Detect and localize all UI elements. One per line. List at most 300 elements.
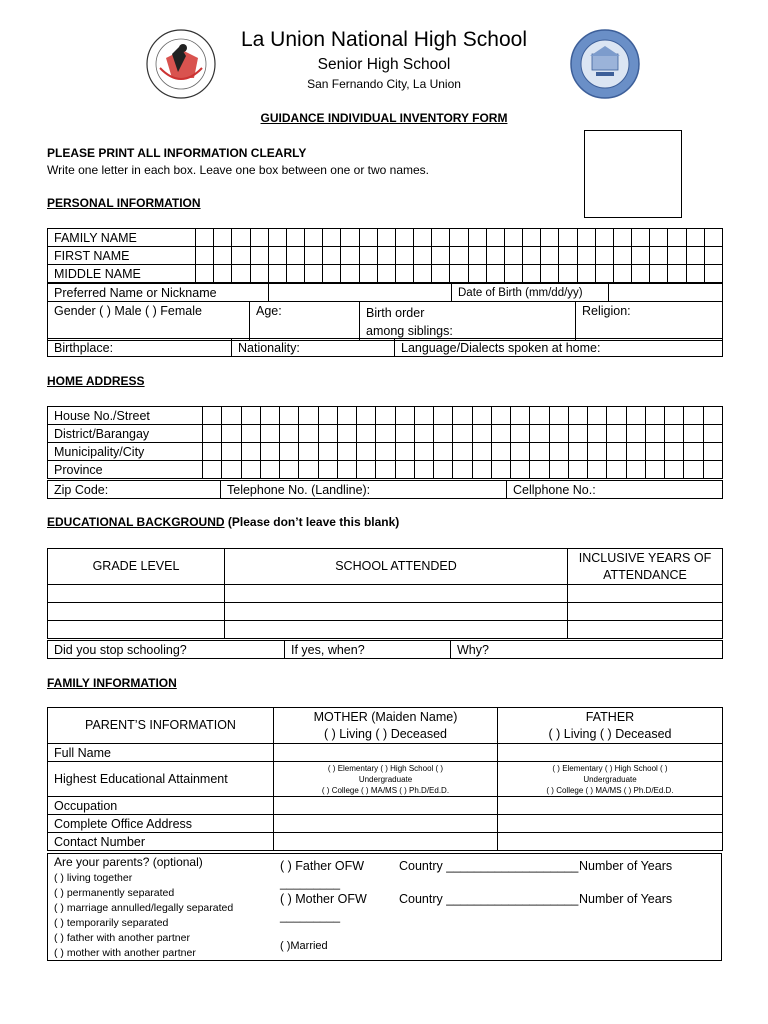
- letter-box[interactable]: [541, 229, 559, 247]
- education-attainment-label: Highest Educational Attainment: [48, 762, 274, 797]
- school-cell[interactable]: [225, 603, 568, 621]
- letter-box[interactable]: [359, 265, 377, 283]
- letter-box[interactable]: [318, 425, 337, 443]
- education-table: [47, 548, 723, 639]
- letter-box[interactable]: [432, 247, 450, 265]
- letter-box[interactable]: [341, 247, 359, 265]
- department: Senior High School: [317, 56, 451, 73]
- letter-box[interactable]: [686, 247, 704, 265]
- letter-box[interactable]: [337, 443, 356, 461]
- letter-box[interactable]: [541, 265, 559, 283]
- status-option[interactable]: ( ) father with another partner: [54, 932, 190, 944]
- letter-box[interactable]: [523, 247, 541, 265]
- middle-name-label: MIDDLE NAME: [48, 265, 196, 283]
- letter-box[interactable]: [395, 443, 414, 461]
- father-label: FATHER: [585, 709, 635, 724]
- letter-box[interactable]: [665, 461, 684, 479]
- birthplace-row: [47, 338, 723, 357]
- letter-box[interactable]: [530, 443, 549, 461]
- age-field[interactable]: Age:: [250, 302, 360, 341]
- letter-box[interactable]: [523, 265, 541, 283]
- letter-box[interactable]: [491, 425, 510, 443]
- dob-field[interactable]: [609, 284, 723, 302]
- cellphone-field[interactable]: Cellphone No.:: [507, 481, 723, 499]
- status-option[interactable]: ( ) mother with another partner: [54, 947, 196, 959]
- letter-box[interactable]: [703, 425, 722, 443]
- married-option[interactable]: ( )Married: [280, 940, 328, 952]
- letter-box[interactable]: [232, 265, 250, 283]
- photo-box[interactable]: [584, 130, 682, 218]
- letter-box[interactable]: [241, 425, 260, 443]
- letter-box[interactable]: [665, 425, 684, 443]
- letter-box[interactable]: [453, 461, 472, 479]
- letter-box[interactable]: [395, 229, 413, 247]
- letter-box[interactable]: [357, 407, 376, 425]
- address-section-title: HOME ADDRESS: [47, 374, 145, 388]
- letter-box[interactable]: [491, 407, 510, 425]
- letter-box[interactable]: [607, 407, 626, 425]
- grade-level-header: GRADE LEVEL: [48, 549, 225, 585]
- letter-box[interactable]: [613, 229, 631, 247]
- education-section-heading: [47, 515, 399, 529]
- letter-box[interactable]: [196, 229, 214, 247]
- letter-box[interactable]: [650, 229, 668, 247]
- mother-ofw-option[interactable]: ( ) Mother OFW: [280, 892, 367, 906]
- dob-label: Date of Birth (mm/dd/yy): [452, 284, 609, 302]
- letter-box[interactable]: [450, 247, 468, 265]
- stop-schooling-row: [47, 640, 723, 659]
- letter-box[interactable]: [511, 461, 530, 479]
- letter-box[interactable]: [559, 229, 577, 247]
- letter-box[interactable]: [668, 247, 686, 265]
- letter-box[interactable]: [472, 407, 491, 425]
- education-section-title: EDUCATIONAL BACKGROUND: [47, 515, 225, 529]
- parents-info-header: PARENT’S INFORMATION: [48, 708, 274, 744]
- family-name-label: FAMILY NAME: [48, 229, 196, 247]
- letter-box[interactable]: [280, 443, 299, 461]
- letter-box[interactable]: [486, 247, 504, 265]
- mother-occupation[interactable]: [274, 797, 498, 815]
- birth-order-line1: Birth order: [366, 306, 425, 320]
- letter-box[interactable]: [595, 247, 613, 265]
- letter-box[interactable]: [511, 425, 530, 443]
- letter-box[interactable]: [323, 247, 341, 265]
- letter-box[interactable]: [588, 443, 607, 461]
- letter-box[interactable]: [684, 425, 703, 443]
- school-attended-header: SCHOOL ATTENDED: [225, 549, 568, 585]
- letter-box[interactable]: [222, 425, 241, 443]
- mother-education-options[interactable]: [274, 762, 498, 797]
- letter-box[interactable]: [645, 461, 664, 479]
- letter-box[interactable]: [541, 247, 559, 265]
- father-office-address[interactable]: [498, 815, 723, 833]
- letter-box[interactable]: [468, 265, 486, 283]
- letter-box[interactable]: [665, 407, 684, 425]
- letter-box[interactable]: [359, 247, 377, 265]
- letter-box[interactable]: [214, 229, 232, 247]
- letter-box[interactable]: [577, 265, 595, 283]
- grade-cell[interactable]: [48, 621, 225, 639]
- street-label: House No./Street: [48, 407, 203, 425]
- letter-box[interactable]: [704, 229, 722, 247]
- letter-box[interactable]: [607, 443, 626, 461]
- letter-box[interactable]: [549, 443, 568, 461]
- letter-box[interactable]: [668, 229, 686, 247]
- letter-box[interactable]: [704, 265, 722, 283]
- mother-office-address[interactable]: [274, 815, 498, 833]
- contact-number-label: Contact Number: [48, 833, 274, 851]
- letter-box[interactable]: [703, 407, 722, 425]
- letter-box[interactable]: [359, 229, 377, 247]
- letter-box[interactable]: [305, 247, 323, 265]
- office-address-label: Complete Office Address: [48, 815, 274, 833]
- letter-box[interactable]: [613, 247, 631, 265]
- letter-box[interactable]: [414, 407, 433, 425]
- letter-box[interactable]: [450, 265, 468, 283]
- barangay-label: District/Barangay: [48, 425, 203, 443]
- letter-box[interactable]: [704, 247, 722, 265]
- letter-box[interactable]: [414, 247, 432, 265]
- letter-box[interactable]: [668, 265, 686, 283]
- letter-box[interactable]: [341, 229, 359, 247]
- occupation-label: Occupation: [48, 797, 274, 815]
- letter-box[interactable]: [232, 247, 250, 265]
- letter-box[interactable]: [568, 461, 587, 479]
- mother-years-line[interactable]: _________: [280, 909, 341, 923]
- letter-box[interactable]: [491, 443, 510, 461]
- letter-box[interactable]: [486, 265, 504, 283]
- letter-box[interactable]: [414, 425, 433, 443]
- family-table: [47, 707, 723, 851]
- letter-box[interactable]: [318, 461, 337, 479]
- letter-box[interactable]: [549, 461, 568, 479]
- status-option[interactable]: ( ) marriage annulled/legally separated: [54, 902, 234, 914]
- birthplace-field[interactable]: Birthplace:: [48, 339, 232, 357]
- telephone-field[interactable]: Telephone No. (Landline):: [221, 481, 507, 499]
- letter-box[interactable]: [203, 407, 222, 425]
- letter-box[interactable]: [684, 443, 703, 461]
- status-option[interactable]: ( ) permanently separated: [54, 887, 175, 899]
- letter-box[interactable]: [318, 407, 337, 425]
- gender-field[interactable]: Gender ( ) Male ( ) Female: [48, 302, 250, 341]
- nickname-field[interactable]: [269, 284, 452, 302]
- letter-box[interactable]: [203, 443, 222, 461]
- father-ofw-option[interactable]: ( ) Father OFW: [280, 859, 365, 873]
- letter-box[interactable]: [268, 247, 286, 265]
- letter-box[interactable]: [595, 265, 613, 283]
- when-field[interactable]: If yes, when?: [285, 641, 451, 659]
- family-section-title: FAMILY INFORMATION: [47, 676, 177, 690]
- letter-box[interactable]: [395, 265, 413, 283]
- letter-box[interactable]: [376, 443, 395, 461]
- zip-row: [47, 480, 723, 499]
- letter-box[interactable]: [250, 247, 268, 265]
- letter-box[interactable]: [414, 265, 432, 283]
- letter-box[interactable]: [395, 425, 414, 443]
- letter-box[interactable]: [286, 247, 304, 265]
- letter-box[interactable]: [568, 407, 587, 425]
- letter-box[interactable]: [241, 443, 260, 461]
- letter-box[interactable]: [268, 229, 286, 247]
- letter-box[interactable]: [299, 407, 318, 425]
- letter-box[interactable]: [504, 229, 522, 247]
- education-note: (Please don’t leave this blank): [227, 515, 400, 529]
- letter-box[interactable]: [357, 425, 376, 443]
- letter-box[interactable]: [645, 407, 664, 425]
- letter-box[interactable]: [559, 265, 577, 283]
- edu-line-2: Undergraduate: [583, 774, 637, 784]
- mother-years-label: Number of Years: [579, 892, 673, 906]
- letter-box[interactable]: [414, 443, 433, 461]
- letter-box[interactable]: [588, 407, 607, 425]
- letter-box[interactable]: [260, 443, 279, 461]
- letter-box[interactable]: [549, 425, 568, 443]
- letter-box[interactable]: [357, 443, 376, 461]
- letter-box[interactable]: [222, 443, 241, 461]
- letter-box[interactable]: [568, 425, 587, 443]
- letter-box[interactable]: [260, 461, 279, 479]
- letter-box[interactable]: [504, 247, 522, 265]
- letter-box[interactable]: [645, 443, 664, 461]
- letter-box[interactable]: [376, 461, 395, 479]
- letter-box[interactable]: [260, 407, 279, 425]
- letter-box[interactable]: [686, 265, 704, 283]
- letter-box[interactable]: [486, 229, 504, 247]
- letter-box[interactable]: [395, 461, 414, 479]
- letter-box[interactable]: [357, 461, 376, 479]
- letter-box[interactable]: [222, 461, 241, 479]
- letter-box[interactable]: [337, 425, 356, 443]
- letter-box[interactable]: [280, 407, 299, 425]
- nickname-label: Preferred Name or Nickname: [48, 284, 269, 302]
- letter-box[interactable]: [684, 407, 703, 425]
- years-cell[interactable]: [568, 621, 723, 639]
- letter-box[interactable]: [432, 265, 450, 283]
- zip-field[interactable]: Zip Code:: [48, 481, 221, 499]
- edu-line-1: ( ) Elementary ( ) High School ( ): [552, 763, 668, 773]
- school-cell[interactable]: [225, 585, 568, 603]
- mother-country-field[interactable]: Country ___________________: [399, 892, 579, 906]
- mother-header: [274, 708, 498, 744]
- letter-box[interactable]: [434, 407, 453, 425]
- status-option[interactable]: ( ) temporarily separated: [54, 917, 169, 929]
- father-education-options[interactable]: [498, 762, 723, 797]
- letter-box[interactable]: [632, 247, 650, 265]
- letter-box[interactable]: [196, 265, 214, 283]
- letter-box[interactable]: [241, 461, 260, 479]
- letter-box[interactable]: [214, 247, 232, 265]
- letter-box[interactable]: [530, 407, 549, 425]
- letter-box[interactable]: [613, 265, 631, 283]
- letter-box[interactable]: [250, 229, 268, 247]
- nickname-row: [47, 283, 723, 302]
- letter-box[interactable]: [203, 425, 222, 443]
- letter-box[interactable]: [450, 229, 468, 247]
- father-occupation[interactable]: [498, 797, 723, 815]
- father-years-line[interactable]: _________: [280, 876, 341, 890]
- letter-box[interactable]: [341, 265, 359, 283]
- letter-box[interactable]: [299, 425, 318, 443]
- letter-box[interactable]: [432, 229, 450, 247]
- letter-box[interactable]: [305, 229, 323, 247]
- letter-box[interactable]: [626, 407, 645, 425]
- mother-status[interactable]: ( ) Living ( ) Deceased: [324, 726, 447, 741]
- why-field[interactable]: Why?: [451, 641, 723, 659]
- letter-box[interactable]: [395, 247, 413, 265]
- letter-box[interactable]: [530, 461, 549, 479]
- letter-box[interactable]: [453, 425, 472, 443]
- letter-box[interactable]: [607, 461, 626, 479]
- father-years-label: Number of Years: [579, 859, 673, 873]
- instructions-heading: PLEASE PRINT ALL INFORMATION CLEARLY: [47, 146, 307, 160]
- mother-label: MOTHER (Maiden Name): [313, 709, 458, 724]
- letter-box[interactable]: [453, 407, 472, 425]
- years-cell[interactable]: [568, 603, 723, 621]
- letter-box[interactable]: [280, 425, 299, 443]
- letter-box[interactable]: [299, 443, 318, 461]
- letter-box[interactable]: [645, 425, 664, 443]
- letter-box[interactable]: [377, 247, 395, 265]
- letter-box[interactable]: [203, 461, 222, 479]
- form-title: GUIDANCE INDIVIDUAL INVENTORY FORM: [260, 111, 508, 125]
- school-location: San Fernando City, La Union: [307, 77, 461, 91]
- letter-box[interactable]: [530, 425, 549, 443]
- letter-box[interactable]: [472, 425, 491, 443]
- province-label: Province: [48, 461, 203, 479]
- letter-box[interactable]: [504, 265, 522, 283]
- letter-box[interactable]: [214, 265, 232, 283]
- letter-box[interactable]: [434, 425, 453, 443]
- letter-box[interactable]: [626, 443, 645, 461]
- letter-box[interactable]: [549, 407, 568, 425]
- birth-order-field[interactable]: [360, 302, 576, 341]
- letter-box[interactable]: [196, 247, 214, 265]
- letter-box[interactable]: [511, 407, 530, 425]
- letter-box[interactable]: [414, 229, 432, 247]
- letter-box[interactable]: [376, 407, 395, 425]
- parents-status-question: Are your parents? (optional): [54, 855, 203, 869]
- letter-box[interactable]: [468, 229, 486, 247]
- letter-box[interactable]: [260, 425, 279, 443]
- school-cell[interactable]: [225, 621, 568, 639]
- parents-status-options: [54, 871, 233, 961]
- birth-order-line2: among siblings:: [366, 324, 453, 338]
- letter-box[interactable]: [632, 265, 650, 283]
- edu-line-1: ( ) Elementary ( ) High School ( ): [327, 763, 444, 773]
- letter-box[interactable]: [686, 229, 704, 247]
- letter-box[interactable]: [703, 461, 722, 479]
- gender-row: [47, 301, 723, 341]
- letter-box[interactable]: [434, 461, 453, 479]
- father-contact-number[interactable]: [498, 833, 723, 851]
- letter-box[interactable]: [280, 461, 299, 479]
- letter-box[interactable]: [703, 443, 722, 461]
- years-cell[interactable]: [568, 585, 723, 603]
- language-field[interactable]: Language/Dialects spoken at home:: [395, 339, 723, 357]
- nationality-field[interactable]: Nationality:: [232, 339, 395, 357]
- letter-box[interactable]: [232, 229, 250, 247]
- status-option[interactable]: ( ) living together: [54, 872, 133, 884]
- letter-box[interactable]: [595, 229, 613, 247]
- edu-line-3: ( ) College ( ) MA/MS ( ) Ph.D/Ed.D.: [321, 785, 450, 795]
- letter-box[interactable]: [305, 265, 323, 283]
- letter-box[interactable]: [665, 443, 684, 461]
- letter-box[interactable]: [491, 461, 510, 479]
- letter-box[interactable]: [377, 229, 395, 247]
- letter-box[interactable]: [632, 229, 650, 247]
- letter-box[interactable]: [523, 229, 541, 247]
- letter-box[interactable]: [414, 461, 433, 479]
- parents-status-box: [47, 853, 722, 961]
- letter-box[interactable]: [568, 443, 587, 461]
- letter-box[interactable]: [472, 461, 491, 479]
- letter-box[interactable]: [286, 265, 304, 283]
- letter-box[interactable]: [318, 443, 337, 461]
- letter-box[interactable]: [650, 247, 668, 265]
- personal-section-title: PERSONAL INFORMATION: [47, 196, 201, 210]
- letter-box[interactable]: [222, 407, 241, 425]
- letter-box[interactable]: [377, 265, 395, 283]
- letter-box[interactable]: [250, 265, 268, 283]
- father-status[interactable]: ( ) Living ( ) Deceased: [548, 726, 672, 741]
- letter-box[interactable]: [337, 461, 356, 479]
- letter-box[interactable]: [577, 229, 595, 247]
- letter-box[interactable]: [511, 443, 530, 461]
- letter-box[interactable]: [453, 443, 472, 461]
- letter-box[interactable]: [684, 461, 703, 479]
- letter-box[interactable]: [241, 407, 260, 425]
- city-label: Municipality/City: [48, 443, 203, 461]
- letter-box[interactable]: [650, 265, 668, 283]
- letter-box[interactable]: [376, 425, 395, 443]
- mother-contact-number[interactable]: [274, 833, 498, 851]
- address-grid: [47, 406, 723, 479]
- letter-box[interactable]: [577, 247, 595, 265]
- letter-box[interactable]: [468, 247, 486, 265]
- edu-line-2: Undergraduate: [358, 774, 413, 784]
- letter-box[interactable]: [434, 443, 453, 461]
- letter-box[interactable]: [286, 229, 304, 247]
- name-grid: [47, 228, 723, 283]
- mother-full-name[interactable]: [274, 744, 498, 762]
- father-country-field[interactable]: Country ___________________: [399, 859, 579, 873]
- letter-box[interactable]: [559, 247, 577, 265]
- letter-box[interactable]: [472, 443, 491, 461]
- inclusive-years-header: INCLUSIVE YEARS OF ATTENDANCE: [568, 549, 723, 585]
- instructions-text: Write one letter in each box. Leave one box between one or two names.: [47, 163, 430, 177]
- letter-box[interactable]: [268, 265, 286, 283]
- letter-box[interactable]: [588, 461, 607, 479]
- first-name-label: FIRST NAME: [48, 247, 196, 265]
- grade-cell[interactable]: [48, 603, 225, 621]
- letter-box[interactable]: [607, 425, 626, 443]
- letter-box[interactable]: [299, 461, 318, 479]
- letter-box[interactable]: [323, 265, 341, 283]
- letter-box[interactable]: [626, 425, 645, 443]
- full-name-label: Full Name: [48, 744, 274, 762]
- father-full-name[interactable]: [498, 744, 723, 762]
- religion-field[interactable]: Religion:: [576, 302, 723, 341]
- letter-box[interactable]: [337, 407, 356, 425]
- edu-line-3: ( ) College ( ) MA/MS ( ) Ph.D/Ed.D.: [546, 785, 674, 795]
- stop-schooling-field[interactable]: Did you stop schooling?: [48, 641, 285, 659]
- letter-box[interactable]: [323, 229, 341, 247]
- letter-box[interactable]: [395, 407, 414, 425]
- grade-cell[interactable]: [48, 585, 225, 603]
- father-header: [498, 708, 723, 744]
- letter-box[interactable]: [626, 461, 645, 479]
- letter-box[interactable]: [588, 425, 607, 443]
